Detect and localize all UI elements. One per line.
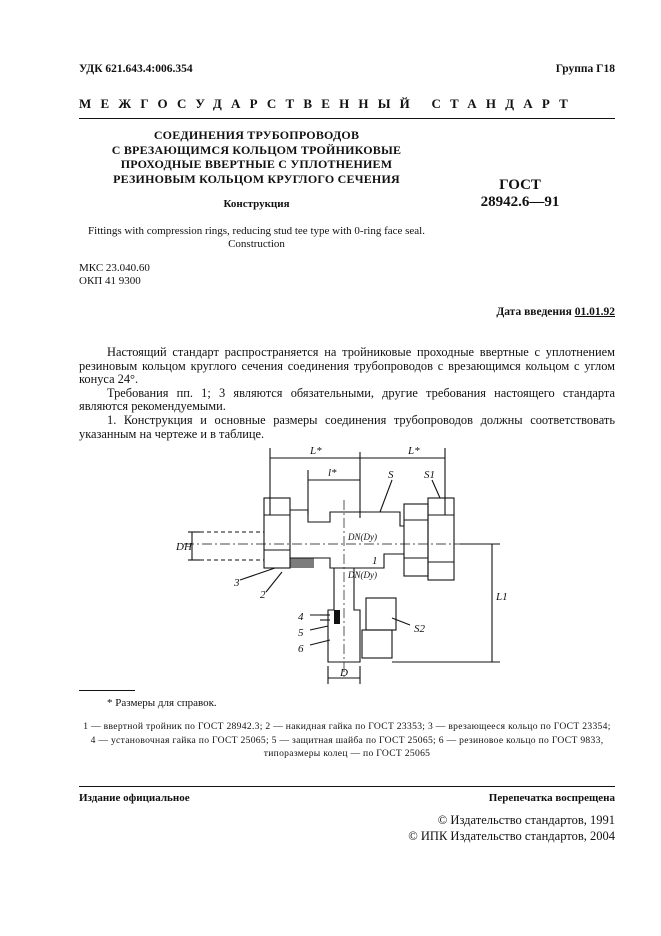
dim-l: l* <box>328 467 337 479</box>
paragraph: 1. Конструкция и основные размеры соединения трубопроводов должны соответствовать указанным на чертеже и в таблице. <box>79 412 615 441</box>
copyright-line: © Издательство стандартов, 1991 <box>437 813 615 827</box>
document-subtitle: Конструкция <box>223 198 290 210</box>
standard-banner: МЕЖГОСУДАРСТВЕННЫЙ СТАНДАРТ <box>79 96 578 111</box>
dim-L1: L1 <box>496 591 508 603</box>
reprint-notice: Перепечатка воспрещена <box>488 792 615 804</box>
official-edition: Издание официальное <box>79 792 190 804</box>
label-S2: S2 <box>414 623 425 635</box>
dim-D: D <box>340 667 348 679</box>
dim-L-left: L* <box>310 445 322 457</box>
body-text <box>79 346 615 441</box>
english-title-line: Fittings with compression rings, reducing stud tee type with 0-ring face seal. <box>88 225 425 237</box>
header-rule <box>79 118 615 119</box>
gost-number: 28942.6—91 <box>480 194 560 210</box>
label-S1: S1 <box>424 469 435 481</box>
callout-3: 3 <box>234 577 240 589</box>
title-line: ПРОХОДНЫЕ ВВЕРТНЫЕ С УПЛОТНЕНИЕМ <box>120 157 393 171</box>
intro-date-label: Дата введения <box>496 306 572 318</box>
footnote-rule <box>79 690 135 691</box>
title-line: РЕЗИНОВЫМ КОЛЬЦОМ КРУГЛОГО СЕЧЕНИЯ <box>113 171 400 186</box>
callout-1: 1 <box>372 555 378 567</box>
legend-line: 4 — установочная гайка по ГОСТ 25065; 5 — защитная шайба по ГОСТ 25065; 6 — резиновое кольцо по ГОСТ 9833, <box>90 734 604 746</box>
document-title <box>79 128 434 186</box>
footer-rule <box>79 786 615 787</box>
label-S: S <box>388 469 394 481</box>
dim-dn-du-inner: DN(Dу) <box>348 532 377 542</box>
intro-date-value: 01.01.92 <box>574 306 615 318</box>
classification-codes <box>79 262 150 288</box>
intro-date <box>496 306 615 318</box>
callout-6: 6 <box>298 643 304 655</box>
paragraph: Настоящий стандарт распространяется на тройниковые проходные ввертные с уплотнением резиновым кольцом круглого сечения соединения трубопроводов с врезающимся кольцом с углом конуса 24°. <box>79 345 615 387</box>
legend-line: 1 — ввертной тройник по ГОСТ 28942.3; 2 — накидная гайка по ГОСТ 23353; 3 — врезающееся кольцо по ГОСТ 23354; <box>83 721 611 732</box>
group-code: Группа Г18 <box>555 63 615 75</box>
dim-Dn: DН <box>176 541 192 553</box>
callout-5: 5 <box>298 627 304 639</box>
english-title <box>79 225 434 251</box>
paragraph: Требования пп. 1; 3 являются обязательными, другие требования настоящего стандарта являются рекомендуемыми. <box>79 385 615 414</box>
gost-block <box>470 177 570 211</box>
legend-line: типоразмеры колец — по ГОСТ 25065 <box>263 748 431 759</box>
title-line: С ВРЕЗАЮЩИМСЯ КОЛЬЦОМ ТРОЙНИКОВЫЕ <box>111 142 402 157</box>
copyright-line: © ИПК Издательство стандартов, 2004 <box>408 828 615 843</box>
gost-label: ГОСТ <box>499 177 541 193</box>
dim-dn-du-lower: DN(Dу) <box>348 570 377 580</box>
callout-2: 2 <box>260 589 266 601</box>
mks-code: МКС 23.040.60 <box>79 262 150 274</box>
title-line: СОЕДИНЕНИЯ ТРУБОПРОВОДОВ <box>153 128 360 142</box>
okp-code: ОКП 41 9300 <box>79 275 141 287</box>
english-title-line: Construction <box>228 238 285 250</box>
fitting-drawing <box>170 440 510 690</box>
legend <box>79 720 615 761</box>
udk-code: УДК 621.643.4:006.354 <box>79 63 193 75</box>
dim-L-right: L* <box>408 445 420 457</box>
callout-4: 4 <box>298 611 304 623</box>
copyright <box>408 813 615 844</box>
footnote: * Размеры для справок. <box>107 697 217 709</box>
